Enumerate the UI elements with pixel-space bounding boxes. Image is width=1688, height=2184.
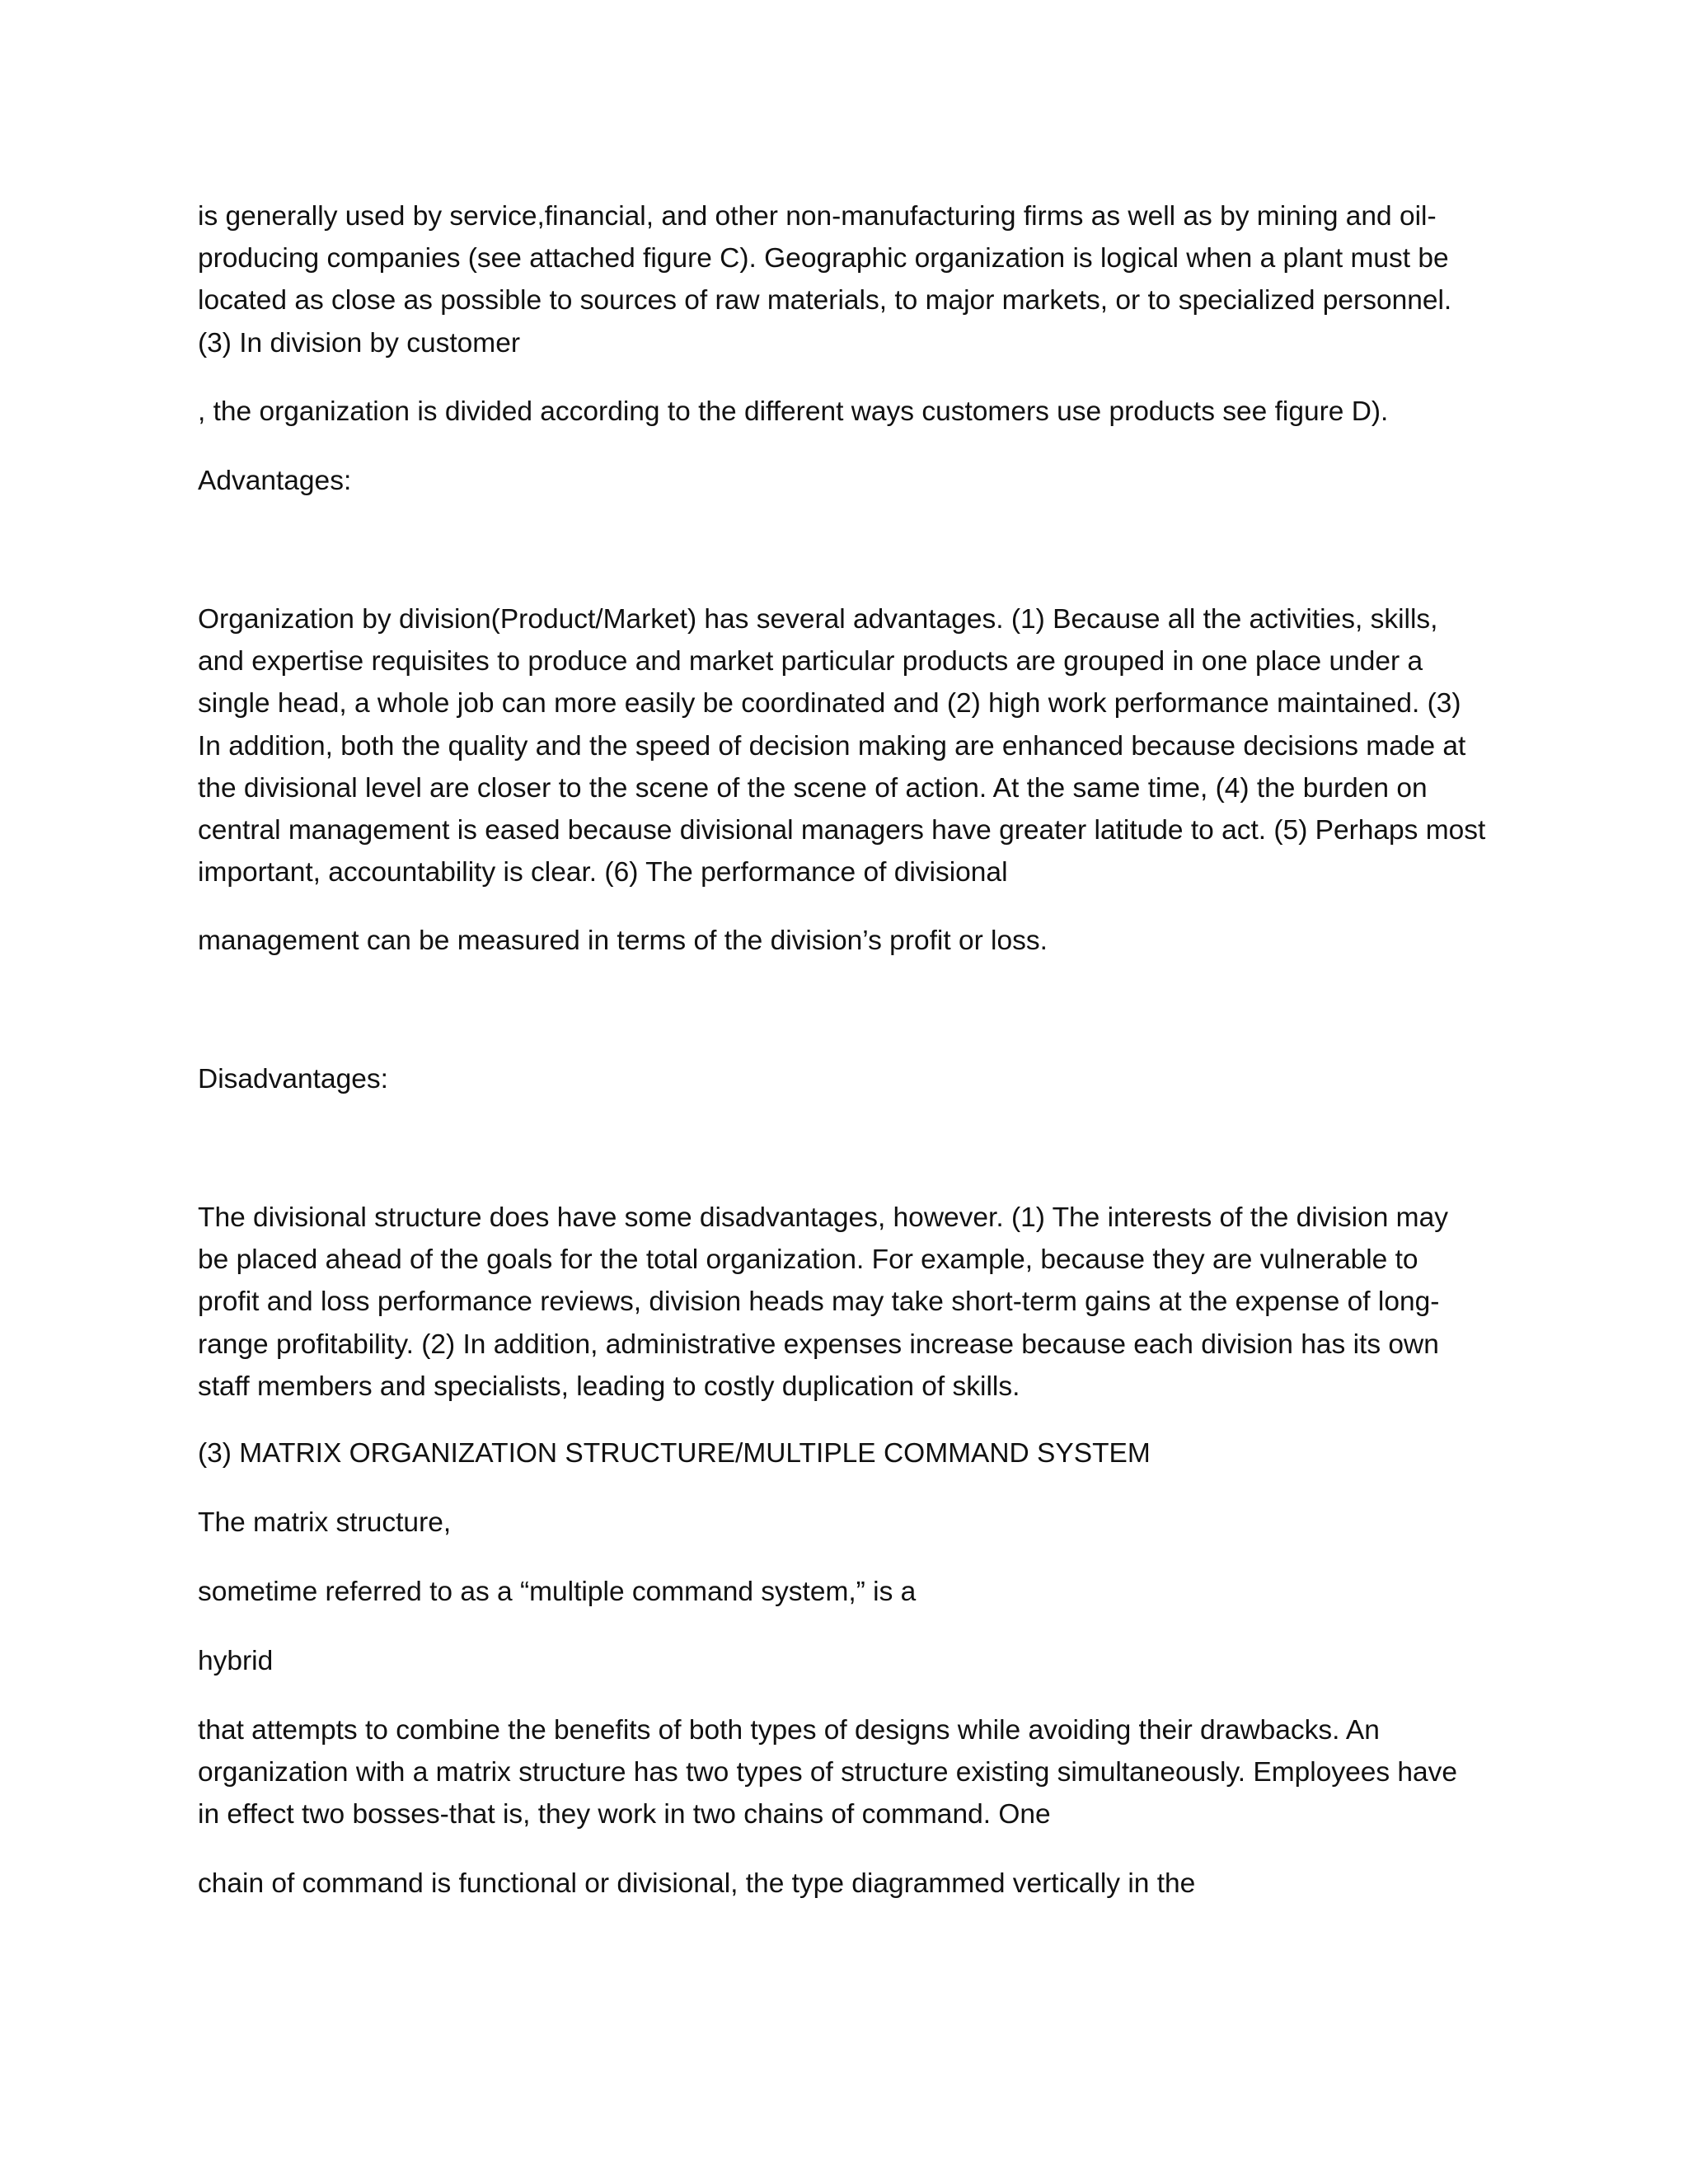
paragraph-division-by-customer [198,391,1492,433]
paragraph-multiple-command [198,1571,1492,1613]
text-line: Organization by division(Product/Market) has several advantages. (1) Because all the activities, skills, [198,604,1438,635]
matrix-structure-heading: (3) MATRIX ORGANIZATION STRUCTURE/MULTIPLE COMMAND SYSTEM [198,1438,1151,1469]
text-line: organization with a matrix structure has two types of structure existing simultaneously. Employees have [198,1757,1458,1788]
text-line: The divisional structure does have some disadvantages, however. (1) The interests of the division may [198,1202,1448,1233]
paragraph-division-profit [198,920,1492,962]
text-line: in effect two bosses-that is, they work in two chains of command. One [198,1799,1051,1830]
text-line: the divisional level are closer to the scene of the scene of action. At the same time, (4) the burden on [198,772,1428,804]
text-line: sometime referred to as a “multiple command system,” is a [198,1577,917,1607]
text-line: important, accountability is clear. (6) The performance of divisional [198,857,1008,888]
paragraph-chain-of-command [198,1863,1492,1905]
text-line: is generally used by service,financial, and other non-manufacturing firms as well as by mining and oil- [198,201,1437,232]
text-line: and expertise requisites to produce and market particular products are grouped in one place under a [198,646,1423,677]
text-line: located as close as possible to sources of raw materials, to major markets, or to specialized personnel. [198,285,1452,316]
paragraph-hybrid [198,1640,1492,1682]
paragraph-matrix-description [198,1709,1492,1836]
text-line: management can be measured in terms of the division’s profit or loss. [198,926,1048,956]
paragraph-advantages [198,598,1492,893]
text-line: chain of command is functional or divisional, the type diagrammed vertically in the [198,1868,1196,1899]
text-line: central management is eased because divisional managers have greater latitude to act. (5) Perhaps most [198,815,1486,846]
paragraph-geographic-organization [198,195,1492,364]
paragraph-matrix-structure [198,1502,1492,1544]
text-line: single head, a whole job can more easily be coordinated and (2) high work performance maintained. (3) [198,688,1461,719]
text-line: profit and loss performance reviews, division heads may take short-term gains at the expense of long- [198,1286,1440,1318]
text-line: , the organization is divided according to the different ways customers use products see figure D). [198,396,1389,427]
text-line: producing companies (see attached figure C). Geographic organization is logical when a plant must be [198,243,1449,274]
text-line: In addition, both the quality and the speed of decision making are enhanced because decisions made at [198,730,1466,762]
text-line: (3) In division by customer [198,327,520,359]
text-line: range profitability. (2) In addition, administrative expenses increase because each division has its own [198,1329,1439,1360]
text-line: hybrid [198,1646,274,1676]
text-line: staff members and specialists, leading to costly duplication of skills. [198,1371,1020,1402]
text-line: The matrix structure, [198,1507,452,1538]
text-line: be placed ahead of the goals for the total organization. For example, because they are vulnerable to [198,1244,1418,1276]
text-line: that attempts to combine the benefits of both types of designs while avoiding their drawbacks. An [198,1715,1380,1746]
advantages-heading: Advantages: [198,466,352,496]
disadvantages-heading: Disadvantages: [198,1064,388,1094]
paragraph-disadvantages [198,1197,1492,1408]
